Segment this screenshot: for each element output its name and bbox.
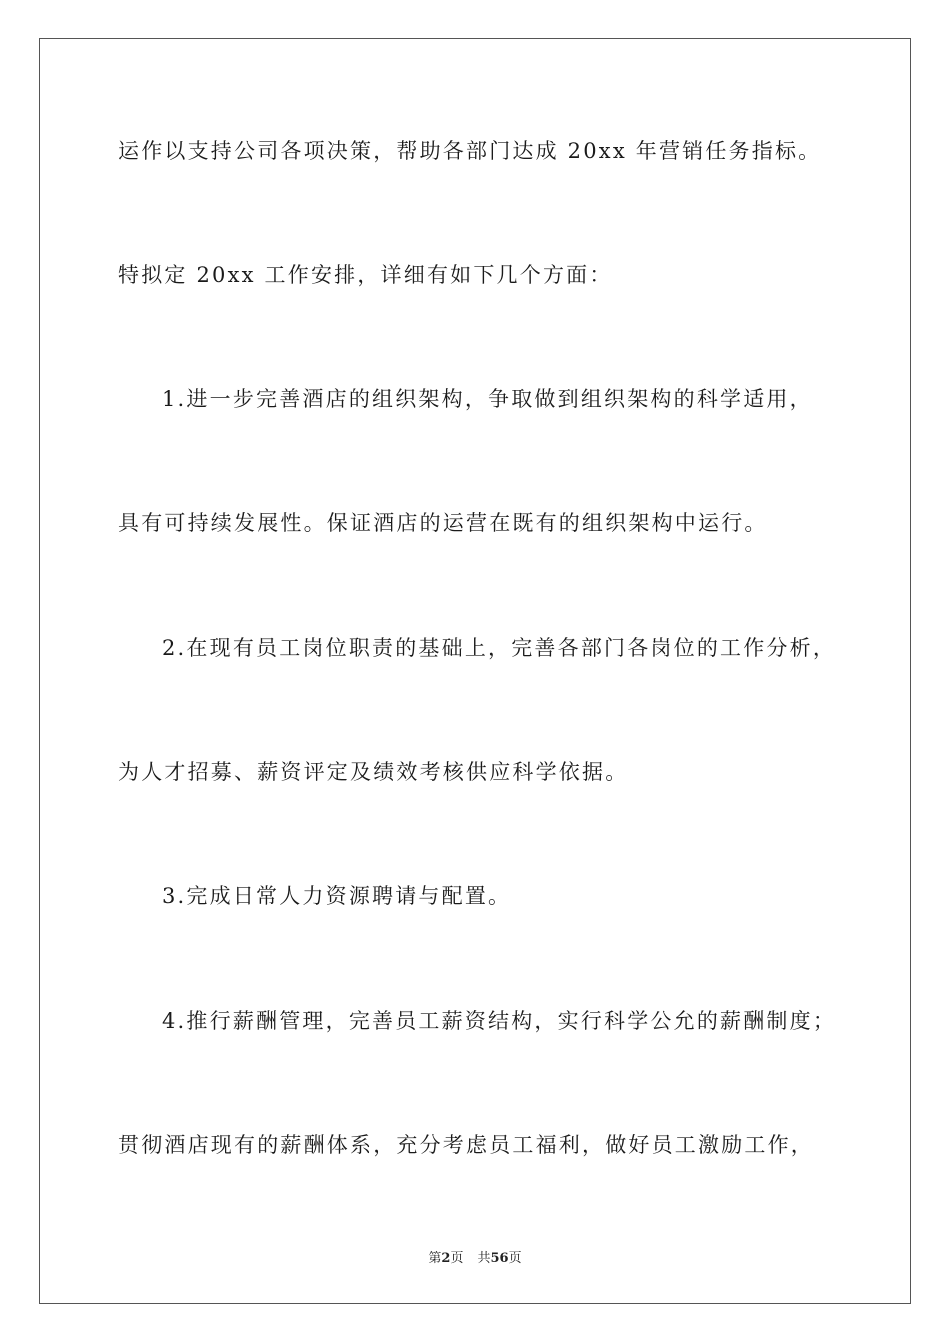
list-item-2-line-2: 为人才招募、薪资评定及绩效考核供应科学依据。 bbox=[118, 760, 629, 784]
page-prefix: 第 bbox=[428, 1251, 442, 1266]
total-prefix: 共 bbox=[477, 1251, 491, 1266]
paragraph-line-1: 运作以支持公司各项决策，帮助各部门达成 20xx 年营销任务指标。 bbox=[118, 139, 822, 163]
page-border bbox=[39, 38, 911, 1304]
page-footer bbox=[0, 1247, 950, 1266]
page-suffix: 页 bbox=[450, 1251, 464, 1266]
paragraph-line-2: 特拟定 20xx 工作安排，详细有如下几个方面： bbox=[118, 263, 613, 287]
list-item-1-line-2: 具有可持续发展性。保证酒店的运营在既有的组织架构中运行。 bbox=[118, 511, 768, 535]
list-item-4-line-2: 贯彻酒店现有的薪酬体系，充分考虑员工福利，做好员工激励工作， bbox=[118, 1133, 814, 1157]
total-pages: 56 bbox=[490, 1251, 509, 1266]
list-item-4-line-1: 4.推行薪酬管理，完善员工薪资结构，实行科学公允的薪酬制度； bbox=[162, 1009, 837, 1033]
list-item-3-line-1: 3.完成日常人力资源聘请与配置。 bbox=[162, 884, 512, 908]
total-suffix: 页 bbox=[508, 1251, 522, 1266]
page-number: 2 bbox=[441, 1251, 451, 1266]
list-item-2-line-1: 2.在现有员工岗位职责的基础上，完善各部门各岗位的工作分析， bbox=[162, 636, 837, 660]
list-item-1-line-1: 1.进一步完善酒店的组织架构，争取做到组织架构的科学适用， bbox=[162, 387, 813, 411]
